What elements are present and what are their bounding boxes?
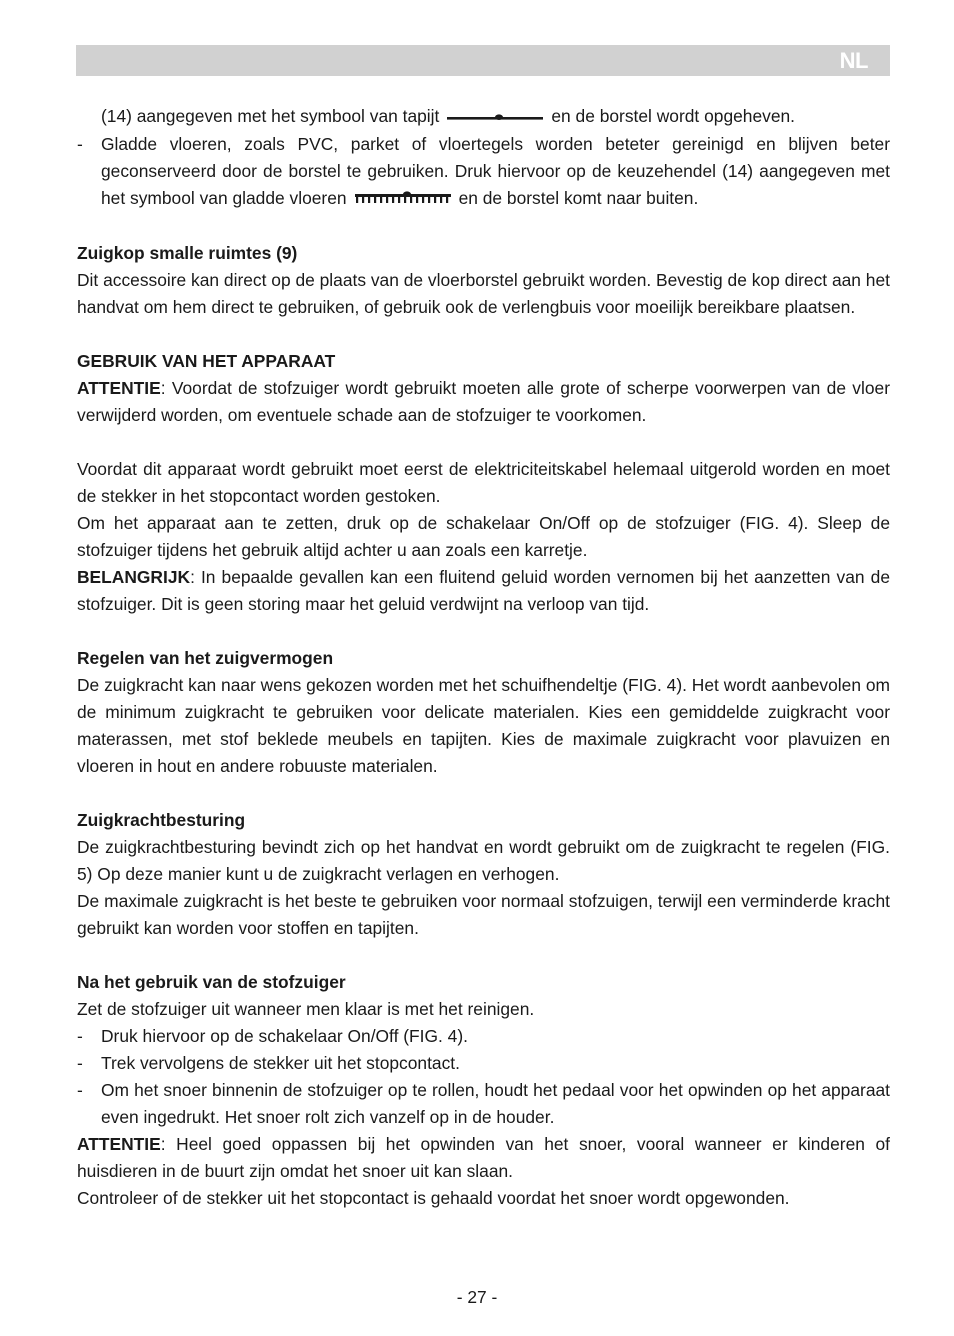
page-content — [77, 103, 890, 1212]
intro-line — [77, 103, 890, 131]
list-dash: - — [77, 1079, 83, 1100]
list-item — [77, 1077, 890, 1131]
paragraph: De zuigkrachtbesturing bevindt zich op het handvat en wordt gebruikt om de zuigkracht te regelen (FIG. 5) Op deze manier kunt u de zuigkracht verlagen en verhogen. — [77, 836, 890, 884]
list-item — [77, 1023, 890, 1050]
language-label: NL — [839, 48, 868, 73]
list-item-text: Om het snoer binnenin de stofzuiger op te rollen, houdt het pedaal voor het opwinden op het apparaat even ingedrukt. Het snoer rolt zich vanzelf op in de houder. — [101, 1079, 890, 1127]
carpet-symbol-icon — [447, 104, 543, 131]
attention-label: ATTENTIE — [77, 377, 161, 398]
list-item — [77, 1050, 890, 1077]
paragraph — [77, 564, 890, 618]
list-dash: - — [77, 133, 83, 154]
section-title-usage: GEBRUIK VAN HET APPARAAT — [77, 350, 336, 371]
bullet-text-b: en de borstel komt naar buiten. — [458, 187, 699, 208]
attention-label: ATTENTIE — [77, 1133, 161, 1154]
section-title-suction-control: Zuigkrachtbesturing — [77, 809, 246, 830]
paragraph: Voordat dit apparaat wordt gebruikt moet eerst de elektriciteitskabel helemaal uitgerold worden en moet de stekker in het stopcontact worden gestoken. — [77, 458, 890, 506]
intro-text-b: en de borstel wordt opgeheven. — [551, 106, 795, 126]
section-title-after-use: Na het gebruik van de stofzuiger — [77, 971, 346, 992]
list-dash: - — [77, 1052, 83, 1073]
attention-text: : Heel goed oppassen bij het opwinden van het snoer, vooral wanneer er kinderen of huisdieren in de buurt zijn omdat het snoer uit kan slaan. — [77, 1133, 890, 1181]
paragraph — [77, 1131, 890, 1185]
important-label: BELANGRIJK — [77, 566, 191, 587]
page-number: - 27 - — [456, 1287, 498, 1307]
paragraph — [77, 375, 890, 429]
intro-text-a: (14) aangegeven met het symbool van tapijt — [101, 106, 440, 126]
important-text: : In bepaalde gevallen kan een fluitend geluid worden vernomen bij het aanzetten van de stofzuiger. Dit is geen storing maar het geluid verdwijnt na verloop van tijd. — [77, 566, 890, 614]
paragraph: Dit accessoire kan direct op de plaats van de vloerborstel gebruikt worden. Bevestig de kop direct aan het handvat om hem direct te gebruiken, of gebruik ook de verlengbuis voor moeilijk bereikbare plaatsen. — [77, 269, 890, 317]
header-bar — [76, 45, 890, 76]
attention-text: : Voordat de stofzuiger wordt gebruikt moeten alle grote of scherpe voorwerpen van de vloer verwijderd worden, om eventuele schade aan de stofzuiger te voorkomen. — [77, 377, 890, 425]
section-title-nozzle: Zuigkop smalle ruimtes (9) — [77, 242, 298, 263]
bullet-text-a: Gladde vloeren, zoals PVC, parket of vloertegels worden beteter gereinigd en blijven beter geconserveerd door de borstel te gebruiken. Druk hiervoor op de keuzehendel (14) aangegeven met het symbool van gladde vloeren — [101, 133, 890, 208]
paragraph: Zet de stofzuiger uit wanneer men klaar is met het reinigen. — [77, 998, 535, 1019]
section-title-suction-power: Regelen van het zuigvermogen — [77, 647, 334, 668]
list-dash: - — [77, 1025, 83, 1046]
smooth-floor-symbol-icon — [355, 186, 451, 213]
paragraph: De maximale zuigkracht is het beste te gebruiken voor normaal stofzuigen, terwijl een verminderde kracht gebruikt kan worden voor stoffen en tapijten. — [77, 890, 890, 938]
list-item — [77, 131, 890, 213]
list-item-text: Trek vervolgens de stekker uit het stopcontact. — [101, 1052, 460, 1073]
paragraph: Om het apparaat aan te zetten, druk op de schakelaar On/Off op de stofzuiger (FIG. 4). Sleep de stofzuiger tijdens het gebruik altijd achter u aan zoals een karretje. — [77, 512, 890, 560]
paragraph: De zuigkracht kan naar wens gekozen worden met het schuifhendeltje (FIG. 4). Het wordt aanbevolen om de minimum zuigkracht te gebruiken voor delicate materialen. Kies een gemiddelde zuigkracht voor materassen, met stof beklede meubels en tapijten. Kies de maximale zuigkracht voor plavuizen en vloeren in hout en andere robuuste materialen. — [77, 674, 890, 776]
list-item-text: Druk hiervoor op de schakelaar On/Off (FIG. 4). — [101, 1025, 468, 1046]
paragraph: Controleer of de stekker uit het stopcontact is gehaald voordat het snoer wordt opgewonden. — [77, 1187, 790, 1208]
